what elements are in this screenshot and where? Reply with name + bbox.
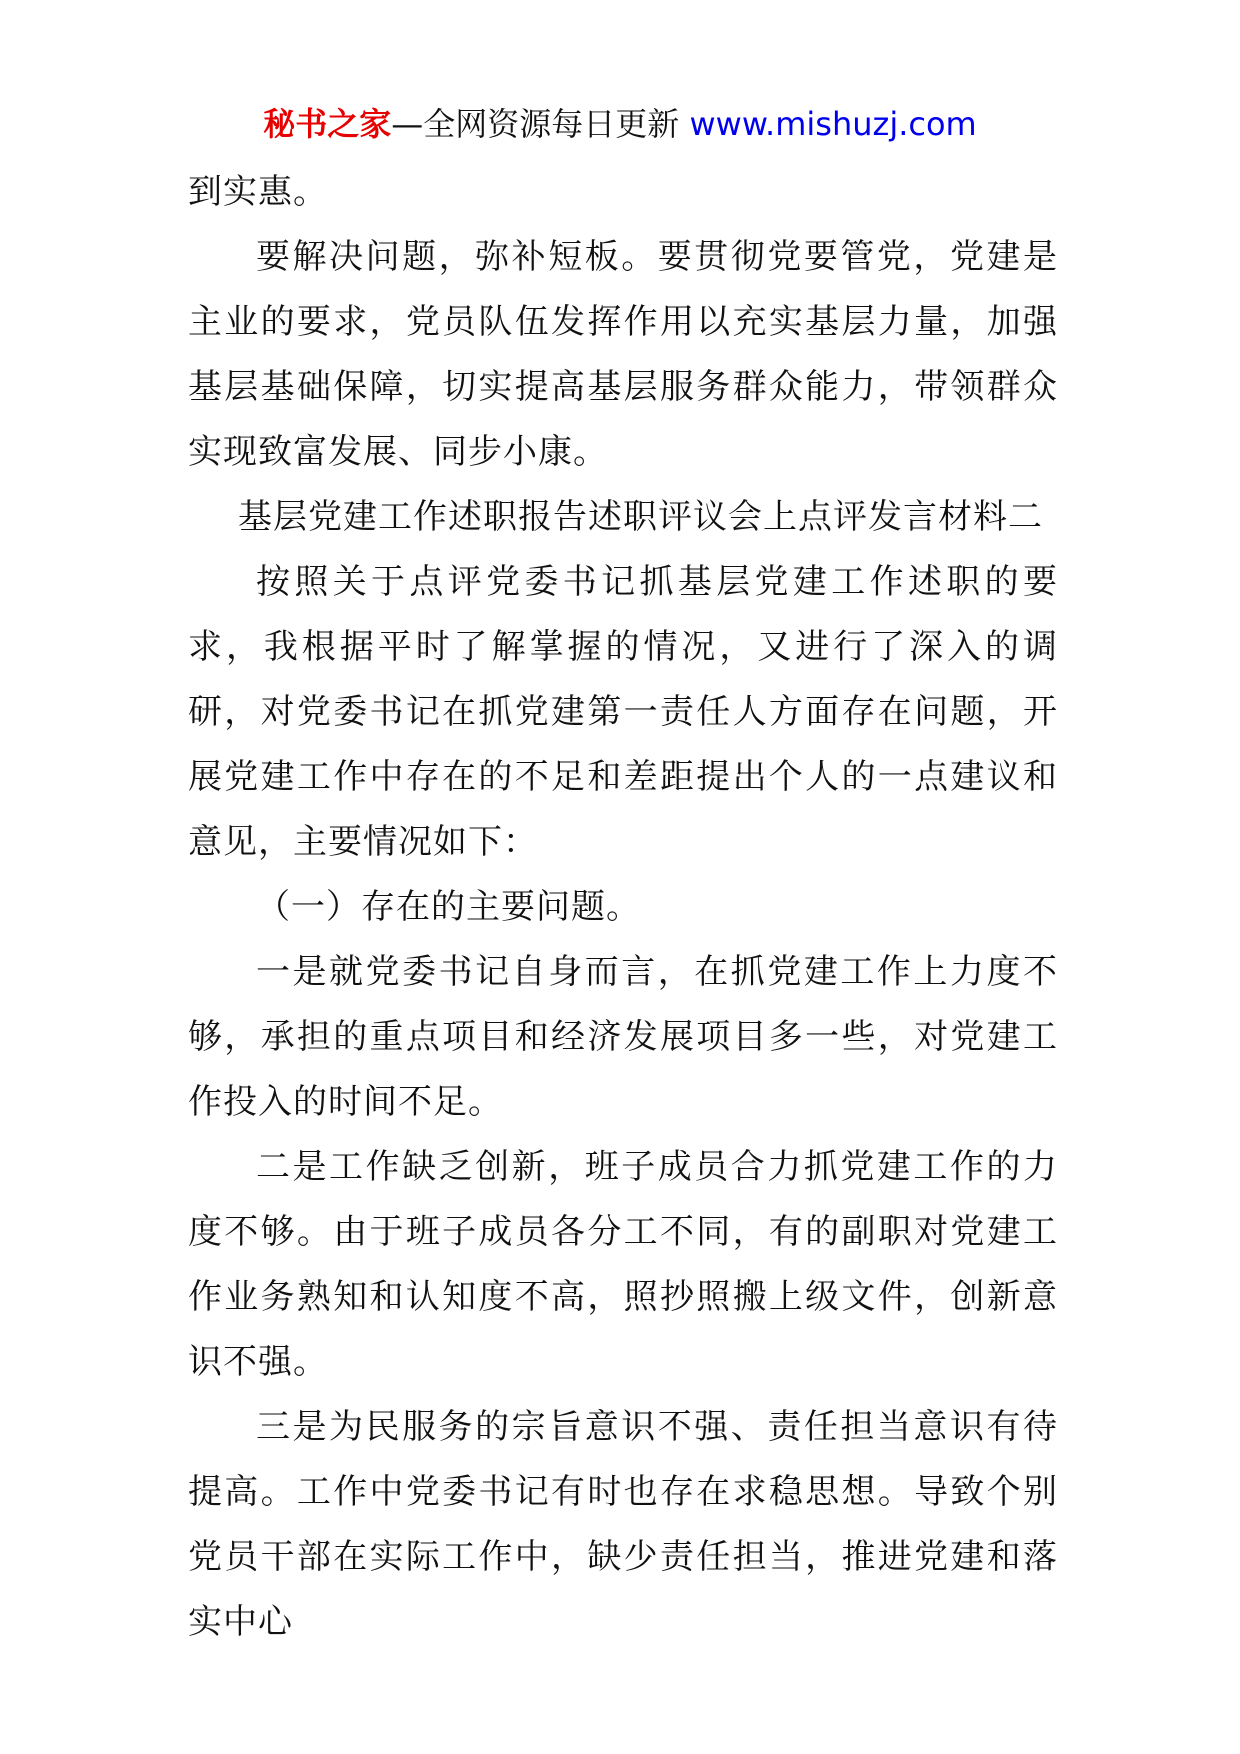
document-body xyxy=(188,160,1058,1655)
paragraph: 要解决问题，弥补短板。要贯彻党要管党，党建是主业的要求，党员队伍发挥作用以充实基层力量，加强基层基础保障，切实提高基层服务群众能力，带领群众实现致富发展、同步小康。 xyxy=(188,237,1058,472)
page-header xyxy=(0,104,1240,144)
header-tagline: —全网资源每日更新 xyxy=(391,105,680,143)
paragraph: 二是工作缺乏创新，班子成员合力抓党建工作的力度不够。由于班子成员各分工不同，有的副职对党建工作业务熟知和认知度不高，照抄照搬上级文件，创新意识不强。 xyxy=(188,1147,1058,1382)
header-brand: 秘书之家 xyxy=(263,105,392,143)
paragraph-continuation: 到实惠。 xyxy=(188,172,328,212)
paragraph: 按照关于点评党委书记抓基层党建工作述职的要求，我根据平时了解掌握的情况，又进行了深入的调研，对党委书记在抓党建第一责任人方面存在问题，开展党建工作中存在的不足和差距提出个人的一点建议和意见，主要情况如下： xyxy=(188,562,1058,862)
section-title: 基层党建工作述职报告述职评议会上点评发言材料二 xyxy=(238,497,1043,537)
header-url-link[interactable]: www.mishuzj.com xyxy=(689,105,977,143)
paragraph: 三是为民服务的宗旨意识不强、责任担当意识有待提高。工作中党委书记有时也存在求稳思想。导致个别党员干部在实际工作中，缺少责任担当，推进党建和落实中心 xyxy=(188,1407,1058,1642)
subsection-heading: （一）存在的主要问题。 xyxy=(256,887,641,927)
paragraph: 一是就党委书记自身而言，在抓党建工作上力度不够，承担的重点项目和经济发展项目多一些，对党建工作投入的时间不足。 xyxy=(188,952,1058,1122)
